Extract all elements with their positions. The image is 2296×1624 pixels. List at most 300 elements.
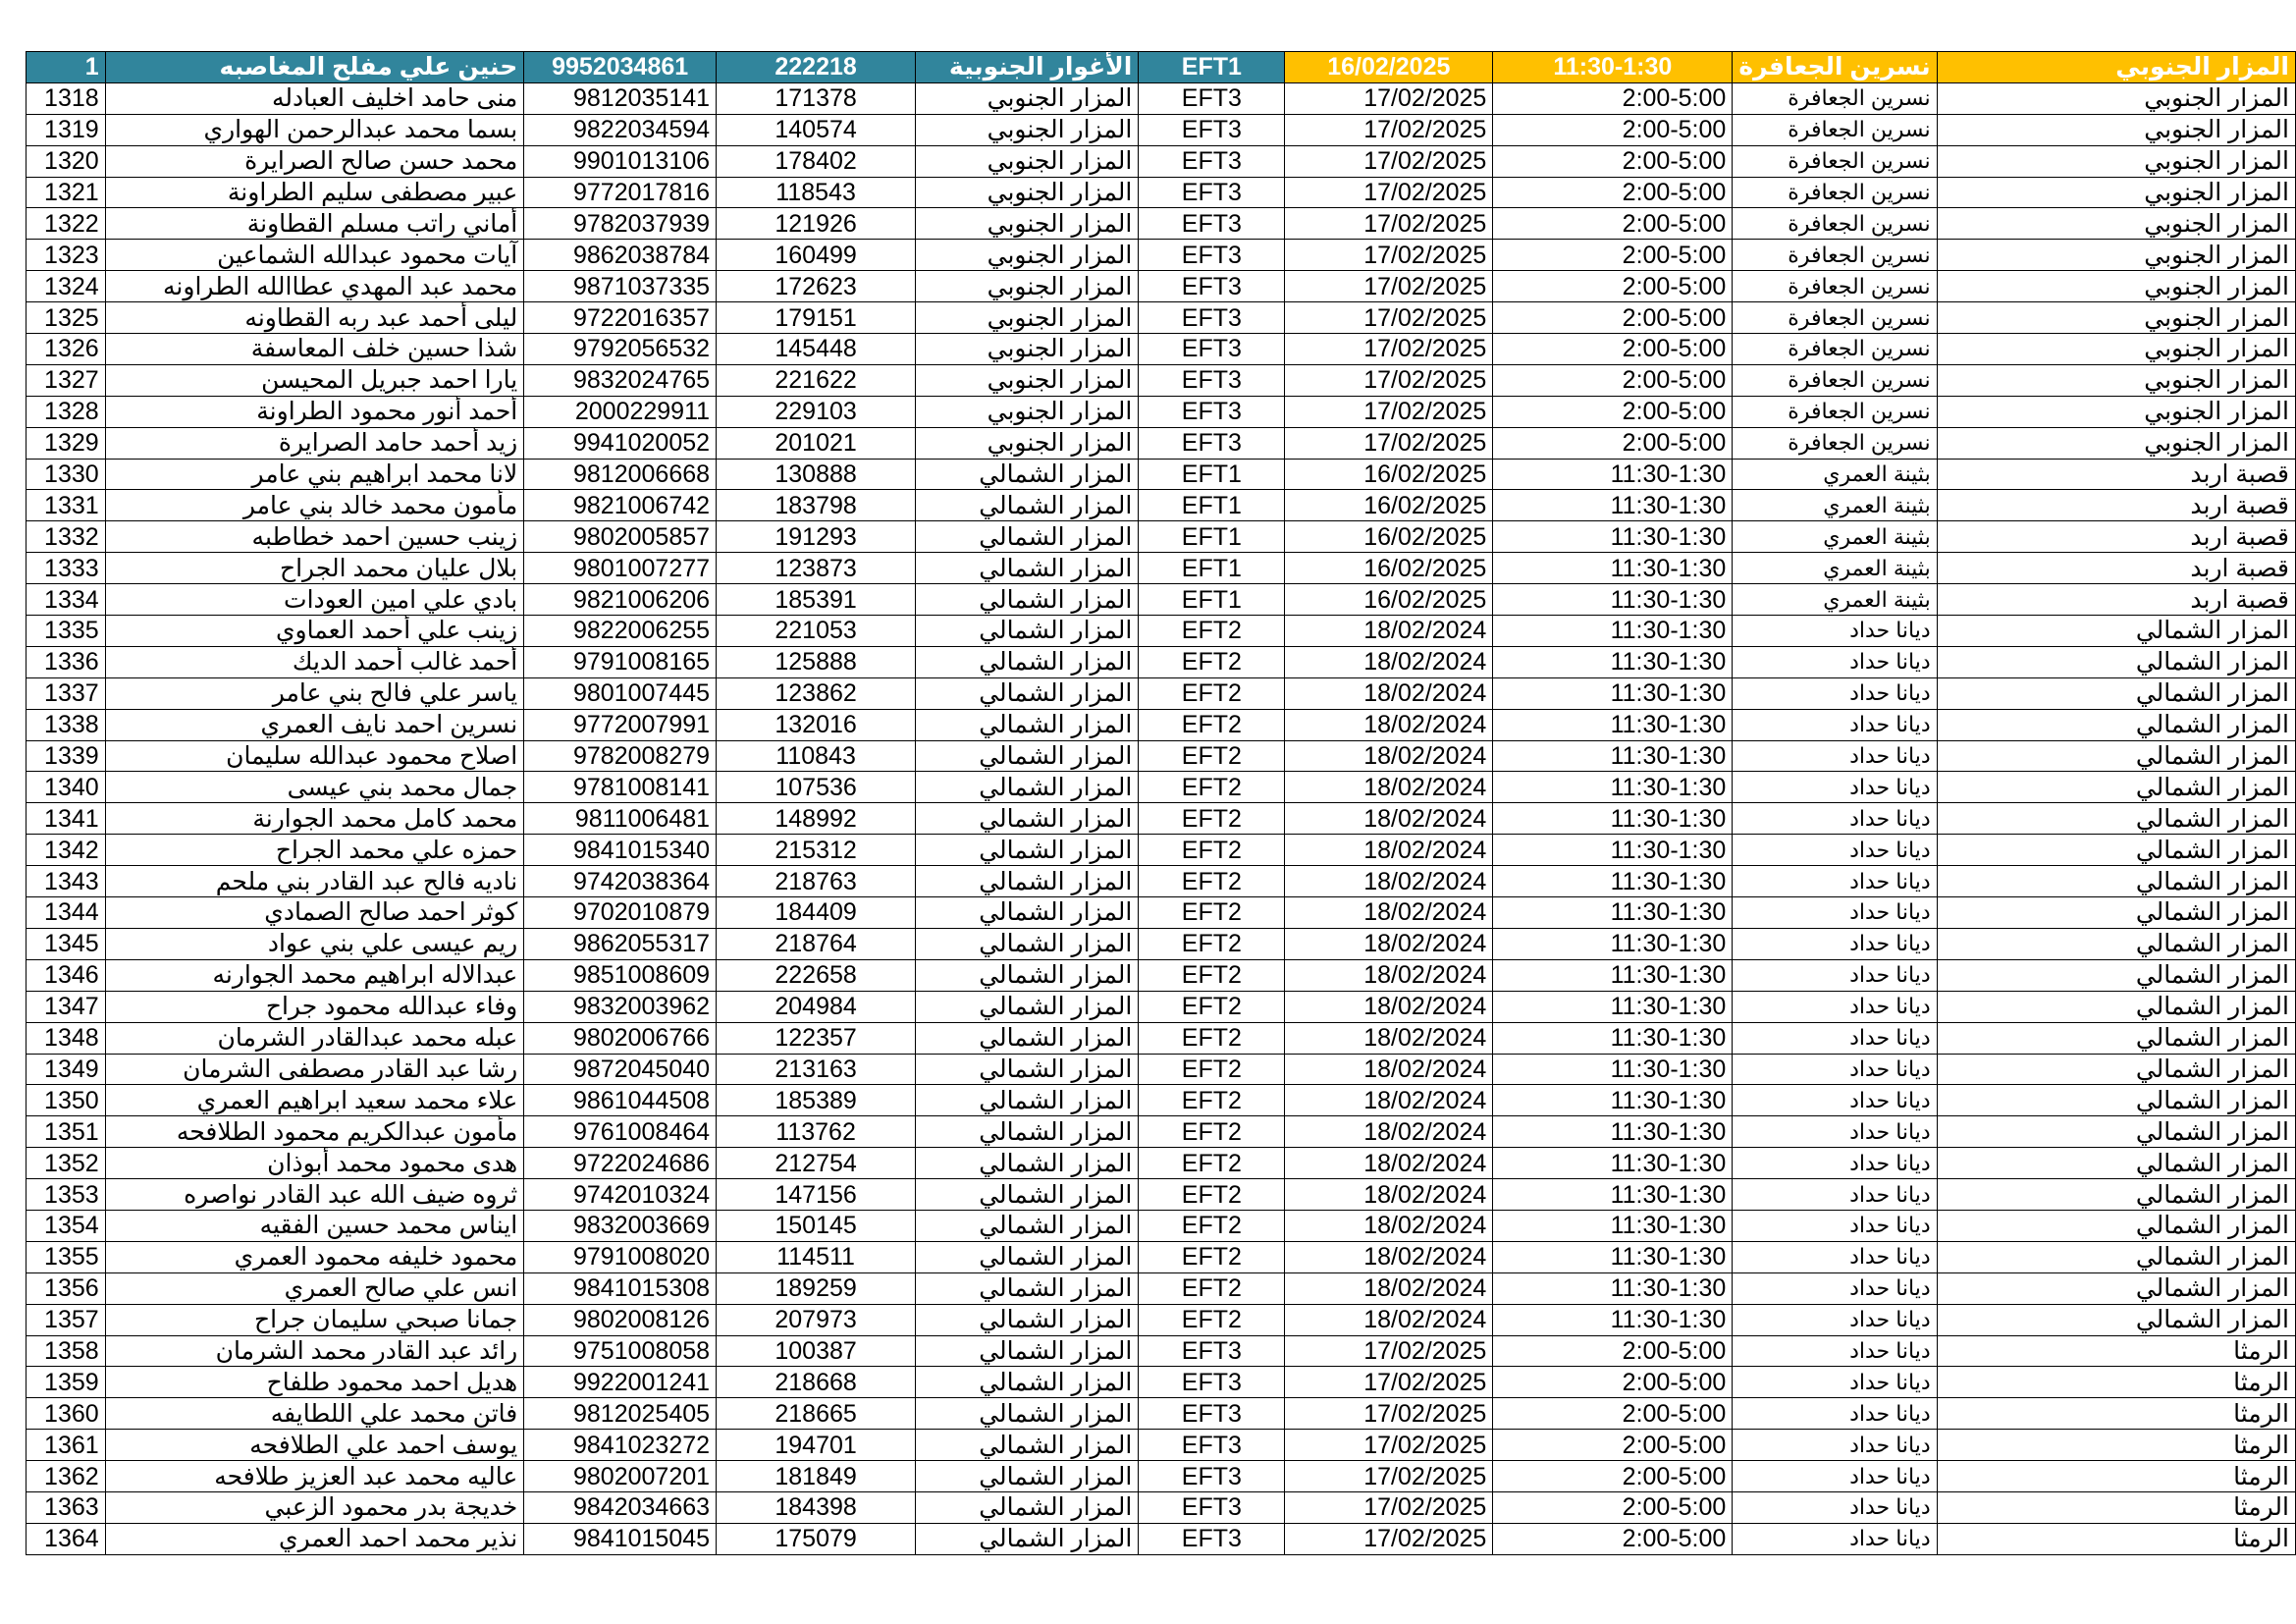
cell-national-id: 9842034663 bbox=[524, 1491, 717, 1523]
cell-supervisor: بثينة العمري bbox=[1733, 553, 1937, 584]
cell-district: المزار الشمالي bbox=[916, 959, 1139, 991]
cell-code: 218763 bbox=[717, 866, 916, 897]
cell-num: 1355 bbox=[27, 1241, 106, 1272]
table-row bbox=[27, 1116, 2296, 1148]
table-row bbox=[27, 208, 2296, 240]
cell-supervisor: ديانا حداد bbox=[1733, 1116, 1937, 1148]
cell-code: 222658 bbox=[717, 959, 916, 991]
cell-num: 1332 bbox=[27, 521, 106, 553]
cell-supervisor: ديانا حداد bbox=[1733, 1179, 1937, 1211]
cell-session: EFT3 bbox=[1139, 1367, 1285, 1398]
cell-national-id: 9841015045 bbox=[524, 1523, 717, 1554]
cell-date: 18/02/2024 bbox=[1285, 803, 1493, 835]
cell-center: المزار الشمالي bbox=[1937, 928, 2295, 959]
cell-session: EFT3 bbox=[1139, 1335, 1285, 1367]
cell-session: EFT2 bbox=[1139, 991, 1285, 1022]
cell-num: 1348 bbox=[27, 1022, 106, 1054]
cell-center: المزار الجنوبي bbox=[1937, 208, 2295, 240]
table-row bbox=[27, 1430, 2296, 1461]
cell-date: 17/02/2025 bbox=[1285, 1335, 1493, 1367]
cell-national-id: 9742010324 bbox=[524, 1179, 717, 1211]
cell-name: أحمد غالب أحمد الديك bbox=[105, 646, 524, 677]
cell-code: 191293 bbox=[717, 521, 916, 553]
cell-supervisor: نسرين الجعافرة bbox=[1733, 82, 1937, 114]
cell-center: المزار الشمالي bbox=[1937, 1022, 2295, 1054]
cell-num: 1321 bbox=[27, 177, 106, 208]
cell-name: يارا احمد جبريل المحيسن bbox=[105, 364, 524, 396]
cell-session: EFT2 bbox=[1139, 866, 1285, 897]
cell-district: المزار الجنوبي bbox=[916, 145, 1139, 177]
cell-date: 18/02/2024 bbox=[1285, 991, 1493, 1022]
cell-date: 17/02/2025 bbox=[1285, 145, 1493, 177]
cell-center: المزار الشمالي bbox=[1937, 709, 2295, 740]
cell-center: المزار الشمالي bbox=[1937, 1148, 2295, 1179]
cell-name: عبير مصطفى سليم الطراونة bbox=[105, 177, 524, 208]
cell-time: 11:30-1:30 bbox=[1493, 897, 1733, 929]
table-row bbox=[27, 459, 2296, 490]
cell-time: 11:30-1:30 bbox=[1493, 553, 1733, 584]
cell-code: 204984 bbox=[717, 991, 916, 1022]
table-row bbox=[27, 1085, 2296, 1116]
cell-center: الرمثا bbox=[1937, 1461, 2295, 1492]
cell-supervisor: ديانا حداد bbox=[1733, 646, 1937, 677]
cell-session: EFT3 bbox=[1139, 271, 1285, 302]
cell-district: المزار الجنوبي bbox=[916, 271, 1139, 302]
cell-supervisor: نسرين الجعافرة bbox=[1733, 114, 1937, 145]
header-session: EFT1 bbox=[1139, 52, 1285, 83]
cell-time: 11:30-1:30 bbox=[1493, 1022, 1733, 1054]
cell-num: 1354 bbox=[27, 1210, 106, 1241]
cell-date: 18/02/2024 bbox=[1285, 1210, 1493, 1241]
cell-session: EFT3 bbox=[1139, 334, 1285, 365]
cell-center: المزار الجنوبي bbox=[1937, 145, 2295, 177]
cell-supervisor: ديانا حداد bbox=[1733, 1398, 1937, 1430]
cell-name: ناديه فالح عبد القادر بني ملحم bbox=[105, 866, 524, 897]
cell-name: عبدالاله ابراهيم محمد الجوارنه bbox=[105, 959, 524, 991]
cell-date: 18/02/2024 bbox=[1285, 959, 1493, 991]
cell-session: EFT3 bbox=[1139, 145, 1285, 177]
cell-center: المزار الشمالي bbox=[1937, 1272, 2295, 1304]
cell-num: 1319 bbox=[27, 114, 106, 145]
cell-date: 16/02/2025 bbox=[1285, 553, 1493, 584]
cell-name: أحمد أنور محمود الطراونة bbox=[105, 396, 524, 427]
table-row bbox=[27, 271, 2296, 302]
cell-national-id: 9922001241 bbox=[524, 1367, 717, 1398]
cell-national-id: 9832024765 bbox=[524, 364, 717, 396]
cell-session: EFT2 bbox=[1139, 1085, 1285, 1116]
cell-district: المزار الشمالي bbox=[916, 866, 1139, 897]
cell-national-id: 9822034594 bbox=[524, 114, 717, 145]
cell-code: 184409 bbox=[717, 897, 916, 929]
cell-supervisor: نسرين الجعافرة bbox=[1733, 364, 1937, 396]
cell-date: 17/02/2025 bbox=[1285, 302, 1493, 334]
cell-district: المزار الشمالي bbox=[916, 646, 1139, 677]
cell-date: 16/02/2025 bbox=[1285, 490, 1493, 521]
table-row bbox=[27, 1022, 2296, 1054]
cell-district: المزار الشمالي bbox=[916, 459, 1139, 490]
cell-num: 1347 bbox=[27, 991, 106, 1022]
cell-time: 11:30-1:30 bbox=[1493, 772, 1733, 803]
cell-name: جمانا صبحي سليمان جراح bbox=[105, 1304, 524, 1335]
cell-district: المزار الشمالي bbox=[916, 490, 1139, 521]
cell-code: 207973 bbox=[717, 1304, 916, 1335]
cell-district: المزار الشمالي bbox=[916, 677, 1139, 709]
cell-center: المزار الجنوبي bbox=[1937, 396, 2295, 427]
cell-supervisor: ديانا حداد bbox=[1733, 1272, 1937, 1304]
cell-district: المزار الجنوبي bbox=[916, 82, 1139, 114]
cell-session: EFT3 bbox=[1139, 1523, 1285, 1554]
cell-supervisor: نسرين الجعافرة bbox=[1733, 396, 1937, 427]
cell-date: 17/02/2025 bbox=[1285, 240, 1493, 271]
cell-name: شذا حسين خلف المعاسفة bbox=[105, 334, 524, 365]
cell-session: EFT2 bbox=[1139, 835, 1285, 866]
cell-center: المزار الشمالي bbox=[1937, 959, 2295, 991]
cell-time: 11:30-1:30 bbox=[1493, 835, 1733, 866]
cell-code: 123862 bbox=[717, 677, 916, 709]
cell-date: 16/02/2025 bbox=[1285, 521, 1493, 553]
cell-code: 201021 bbox=[717, 427, 916, 459]
cell-time: 11:30-1:30 bbox=[1493, 1272, 1733, 1304]
cell-center: قصبة اربد bbox=[1937, 521, 2295, 553]
table-row bbox=[27, 145, 2296, 177]
cell-center: المزار الجنوبي bbox=[1937, 427, 2295, 459]
cell-supervisor: نسرين الجعافرة bbox=[1733, 427, 1937, 459]
cell-num: 1342 bbox=[27, 835, 106, 866]
cell-num: 1336 bbox=[27, 646, 106, 677]
cell-code: 215312 bbox=[717, 835, 916, 866]
cell-center: المزار الشمالي bbox=[1937, 991, 2295, 1022]
cell-session: EFT2 bbox=[1139, 959, 1285, 991]
cell-num: 1353 bbox=[27, 1179, 106, 1211]
cell-num: 1329 bbox=[27, 427, 106, 459]
cell-national-id: 9862055317 bbox=[524, 928, 717, 959]
cell-code: 150145 bbox=[717, 1210, 916, 1241]
table-row bbox=[27, 803, 2296, 835]
cell-num: 1346 bbox=[27, 959, 106, 991]
cell-code: 185391 bbox=[717, 584, 916, 616]
cell-num: 1362 bbox=[27, 1461, 106, 1492]
cell-center: المزار الجنوبي bbox=[1937, 114, 2295, 145]
cell-time: 2:00-5:00 bbox=[1493, 1491, 1733, 1523]
cell-session: EFT3 bbox=[1139, 364, 1285, 396]
cell-national-id: 9751008058 bbox=[524, 1335, 717, 1367]
cell-name: بسما محمد عبدالرحمن الهواري bbox=[105, 114, 524, 145]
table-row bbox=[27, 553, 2296, 584]
cell-code: 178402 bbox=[717, 145, 916, 177]
cell-num: 1326 bbox=[27, 334, 106, 365]
cell-date: 17/02/2025 bbox=[1285, 1398, 1493, 1430]
cell-code: 160499 bbox=[717, 240, 916, 271]
cell-supervisor: نسرين الجعافرة bbox=[1733, 208, 1937, 240]
table-row bbox=[27, 1461, 2296, 1492]
cell-num: 1340 bbox=[27, 772, 106, 803]
cell-national-id: 9841023272 bbox=[524, 1430, 717, 1461]
cell-national-id: 9821006206 bbox=[524, 584, 717, 616]
cell-name: مأمون محمد خالد بني عامر bbox=[105, 490, 524, 521]
cell-center: المزار الجنوبي bbox=[1937, 364, 2295, 396]
header-name: حنين علي مفلح المغاصبه bbox=[105, 52, 524, 83]
table-row bbox=[27, 1398, 2296, 1430]
cell-national-id: 9722024686 bbox=[524, 1148, 717, 1179]
cell-supervisor: ديانا حداد bbox=[1733, 991, 1937, 1022]
header-center: المزار الجنوبي bbox=[1937, 52, 2295, 83]
cell-session: EFT2 bbox=[1139, 1272, 1285, 1304]
cell-code: 189259 bbox=[717, 1272, 916, 1304]
cell-center: قصبة اربد bbox=[1937, 553, 2295, 584]
cell-district: المزار الشمالي bbox=[916, 1367, 1139, 1398]
cell-date: 17/02/2025 bbox=[1285, 334, 1493, 365]
cell-supervisor: ديانا حداد bbox=[1733, 928, 1937, 959]
cell-session: EFT3 bbox=[1139, 396, 1285, 427]
cell-name: جمال محمد بني عيسى bbox=[105, 772, 524, 803]
table-row bbox=[27, 835, 2296, 866]
table-row bbox=[27, 1179, 2296, 1211]
cell-session: EFT2 bbox=[1139, 616, 1285, 647]
cell-date: 18/02/2024 bbox=[1285, 740, 1493, 772]
cell-center: المزار الشمالي bbox=[1937, 1179, 2295, 1211]
cell-supervisor: ديانا حداد bbox=[1733, 1430, 1937, 1461]
cell-district: المزار الجنوبي bbox=[916, 334, 1139, 365]
table-row bbox=[27, 427, 2296, 459]
cell-national-id: 2000229911 bbox=[524, 396, 717, 427]
cell-time: 11:30-1:30 bbox=[1493, 803, 1733, 835]
cell-code: 100387 bbox=[717, 1335, 916, 1367]
cell-supervisor: ديانا حداد bbox=[1733, 1241, 1937, 1272]
cell-name: رائد عبد القادر محمد الشرمان bbox=[105, 1335, 524, 1367]
cell-national-id: 9742038364 bbox=[524, 866, 717, 897]
cell-code: 184398 bbox=[717, 1491, 916, 1523]
cell-center: الرمثا bbox=[1937, 1430, 2295, 1461]
cell-code: 113762 bbox=[717, 1116, 916, 1148]
cell-center: المزار الشمالي bbox=[1937, 646, 2295, 677]
cell-name: ياسر علي فالح بني عامر bbox=[105, 677, 524, 709]
cell-time: 11:30-1:30 bbox=[1493, 1085, 1733, 1116]
cell-num: 1320 bbox=[27, 145, 106, 177]
cell-num: 1356 bbox=[27, 1272, 106, 1304]
cell-session: EFT3 bbox=[1139, 177, 1285, 208]
table-row bbox=[27, 959, 2296, 991]
cell-code: 221053 bbox=[717, 616, 916, 647]
table-row bbox=[27, 677, 2296, 709]
cell-date: 17/02/2025 bbox=[1285, 364, 1493, 396]
cell-national-id: 9862038784 bbox=[524, 240, 717, 271]
cell-date: 18/02/2024 bbox=[1285, 1304, 1493, 1335]
cell-district: المزار الجنوبي bbox=[916, 302, 1139, 334]
table-row bbox=[27, 866, 2296, 897]
cell-district: المزار الشمالي bbox=[916, 1022, 1139, 1054]
cell-time: 2:00-5:00 bbox=[1493, 177, 1733, 208]
cell-center: المزار الشمالي bbox=[1937, 1054, 2295, 1085]
cell-center: المزار الشمالي bbox=[1937, 1085, 2295, 1116]
cell-name: آيات محمود عبدالله الشماعين bbox=[105, 240, 524, 271]
cell-time: 11:30-1:30 bbox=[1493, 1241, 1733, 1272]
cell-center: قصبة اربد bbox=[1937, 584, 2295, 616]
header-district: الأغوار الجنوبية bbox=[916, 52, 1139, 83]
cell-name: نسرين احمد نايف العمري bbox=[105, 709, 524, 740]
cell-date: 18/02/2024 bbox=[1285, 616, 1493, 647]
cell-date: 17/02/2025 bbox=[1285, 427, 1493, 459]
cell-time: 2:00-5:00 bbox=[1493, 114, 1733, 145]
header-row bbox=[27, 52, 2296, 83]
cell-date: 18/02/2024 bbox=[1285, 897, 1493, 929]
table-row bbox=[27, 1335, 2296, 1367]
table-row bbox=[27, 114, 2296, 145]
cell-time: 2:00-5:00 bbox=[1493, 1335, 1733, 1367]
cell-name: فاتن محمد علي اللطايفه bbox=[105, 1398, 524, 1430]
cell-date: 16/02/2025 bbox=[1285, 584, 1493, 616]
cell-num: 1363 bbox=[27, 1491, 106, 1523]
cell-time: 2:00-5:00 bbox=[1493, 240, 1733, 271]
cell-supervisor: ديانا حداد bbox=[1733, 772, 1937, 803]
cell-time: 2:00-5:00 bbox=[1493, 1461, 1733, 1492]
cell-national-id: 9802008126 bbox=[524, 1304, 717, 1335]
cell-session: EFT2 bbox=[1139, 1304, 1285, 1335]
table-row bbox=[27, 616, 2296, 647]
cell-name: اصلاح محمود عبدالله سليمان bbox=[105, 740, 524, 772]
cell-code: 107536 bbox=[717, 772, 916, 803]
cell-date: 17/02/2025 bbox=[1285, 82, 1493, 114]
cell-supervisor: ديانا حداد bbox=[1733, 1054, 1937, 1085]
cell-num: 1358 bbox=[27, 1335, 106, 1367]
cell-date: 18/02/2024 bbox=[1285, 677, 1493, 709]
cell-date: 18/02/2024 bbox=[1285, 1179, 1493, 1211]
cell-date: 17/02/2025 bbox=[1285, 1461, 1493, 1492]
cell-national-id: 9832003669 bbox=[524, 1210, 717, 1241]
cell-date: 18/02/2024 bbox=[1285, 1241, 1493, 1272]
cell-supervisor: ديانا حداد bbox=[1733, 866, 1937, 897]
cell-session: EFT3 bbox=[1139, 1398, 1285, 1430]
table-row bbox=[27, 740, 2296, 772]
cell-session: EFT2 bbox=[1139, 1210, 1285, 1241]
cell-center: المزار الجنوبي bbox=[1937, 177, 2295, 208]
cell-district: المزار الشمالي bbox=[916, 553, 1139, 584]
cell-session: EFT1 bbox=[1139, 459, 1285, 490]
cell-date: 17/02/2025 bbox=[1285, 1523, 1493, 1554]
cell-session: EFT2 bbox=[1139, 1054, 1285, 1085]
cell-name: زينب علي أحمد العماوي bbox=[105, 616, 524, 647]
table-row bbox=[27, 1210, 2296, 1241]
cell-national-id: 9801007445 bbox=[524, 677, 717, 709]
cell-national-id: 9791008020 bbox=[524, 1241, 717, 1272]
cell-num: 1343 bbox=[27, 866, 106, 897]
cell-time: 2:00-5:00 bbox=[1493, 364, 1733, 396]
cell-district: المزار الشمالي bbox=[916, 740, 1139, 772]
cell-code: 212754 bbox=[717, 1148, 916, 1179]
cell-national-id: 9801007277 bbox=[524, 553, 717, 584]
cell-name: علاء محمد سعيد ابراهيم العمري bbox=[105, 1085, 524, 1116]
cell-time: 11:30-1:30 bbox=[1493, 521, 1733, 553]
cell-district: المزار الجنوبي bbox=[916, 177, 1139, 208]
cell-supervisor: نسرين الجعافرة bbox=[1733, 271, 1937, 302]
cell-district: المزار الشمالي bbox=[916, 709, 1139, 740]
cell-name: رشا عبد القادر مصطفى الشرمان bbox=[105, 1054, 524, 1085]
cell-name: نذير محمد احمد العمري bbox=[105, 1523, 524, 1554]
cell-code: 132016 bbox=[717, 709, 916, 740]
cell-supervisor: ديانا حداد bbox=[1733, 1491, 1937, 1523]
cell-session: EFT2 bbox=[1139, 928, 1285, 959]
cell-national-id: 9821006742 bbox=[524, 490, 717, 521]
cell-session: EFT2 bbox=[1139, 709, 1285, 740]
cell-date: 17/02/2025 bbox=[1285, 1491, 1493, 1523]
cell-num: 1324 bbox=[27, 271, 106, 302]
cell-session: EFT3 bbox=[1139, 1430, 1285, 1461]
cell-name: ريم عيسى علي بني عواد bbox=[105, 928, 524, 959]
cell-national-id: 9802007201 bbox=[524, 1461, 717, 1492]
cell-district: المزار الجنوبي bbox=[916, 364, 1139, 396]
cell-supervisor: ديانا حداد bbox=[1733, 803, 1937, 835]
cell-num: 1337 bbox=[27, 677, 106, 709]
cell-code: 171378 bbox=[717, 82, 916, 114]
cell-district: المزار الشمالي bbox=[916, 1085, 1139, 1116]
cell-supervisor: بثينة العمري bbox=[1733, 521, 1937, 553]
cell-district: المزار الشمالي bbox=[916, 1398, 1139, 1430]
cell-num: 1352 bbox=[27, 1148, 106, 1179]
table-row bbox=[27, 1148, 2296, 1179]
cell-district: المزار الشمالي bbox=[916, 772, 1139, 803]
table-row bbox=[27, 521, 2296, 553]
cell-name: مأمون عبدالكريم محمود الطلافحه bbox=[105, 1116, 524, 1148]
cell-date: 18/02/2024 bbox=[1285, 709, 1493, 740]
cell-session: EFT3 bbox=[1139, 1461, 1285, 1492]
cell-date: 18/02/2024 bbox=[1285, 835, 1493, 866]
cell-center: الرمثا bbox=[1937, 1398, 2295, 1430]
cell-time: 11:30-1:30 bbox=[1493, 991, 1733, 1022]
cell-center: المزار الشمالي bbox=[1937, 897, 2295, 929]
cell-time: 2:00-5:00 bbox=[1493, 427, 1733, 459]
cell-code: 123873 bbox=[717, 553, 916, 584]
cell-code: 148992 bbox=[717, 803, 916, 835]
cell-code: 218668 bbox=[717, 1367, 916, 1398]
cell-district: المزار الشمالي bbox=[916, 1241, 1139, 1272]
cell-session: EFT3 bbox=[1139, 114, 1285, 145]
cell-national-id: 9822006255 bbox=[524, 616, 717, 647]
cell-center: الرمثا bbox=[1937, 1335, 2295, 1367]
schedule-table bbox=[26, 51, 2296, 1555]
cell-name: بلال عليان محمد الجراح bbox=[105, 553, 524, 584]
cell-session: EFT3 bbox=[1139, 302, 1285, 334]
cell-date: 18/02/2024 bbox=[1285, 646, 1493, 677]
cell-center: المزار الشمالي bbox=[1937, 1241, 2295, 1272]
cell-time: 11:30-1:30 bbox=[1493, 1054, 1733, 1085]
cell-time: 2:00-5:00 bbox=[1493, 1398, 1733, 1430]
cell-num: 1323 bbox=[27, 240, 106, 271]
cell-district: المزار الشمالي bbox=[916, 803, 1139, 835]
cell-supervisor: نسرين الجعافرة bbox=[1733, 240, 1937, 271]
cell-num: 1359 bbox=[27, 1367, 106, 1398]
cell-name: وفاء عبدالله محمود جراح bbox=[105, 991, 524, 1022]
cell-supervisor: ديانا حداد bbox=[1733, 835, 1937, 866]
cell-district: المزار الجنوبي bbox=[916, 396, 1139, 427]
cell-national-id: 9812035141 bbox=[524, 82, 717, 114]
cell-num: 1361 bbox=[27, 1430, 106, 1461]
cell-num: 1351 bbox=[27, 1116, 106, 1148]
cell-session: EFT2 bbox=[1139, 1148, 1285, 1179]
cell-national-id: 9802005857 bbox=[524, 521, 717, 553]
cell-time: 11:30-1:30 bbox=[1493, 1304, 1733, 1335]
cell-num: 1344 bbox=[27, 897, 106, 929]
cell-national-id: 9722016357 bbox=[524, 302, 717, 334]
cell-num: 1338 bbox=[27, 709, 106, 740]
cell-code: 147156 bbox=[717, 1179, 916, 1211]
cell-district: المزار الجنوبي bbox=[916, 114, 1139, 145]
cell-code: 130888 bbox=[717, 459, 916, 490]
cell-date: 17/02/2025 bbox=[1285, 271, 1493, 302]
cell-supervisor: ديانا حداد bbox=[1733, 1210, 1937, 1241]
cell-center: المزار الشمالي bbox=[1937, 1210, 2295, 1241]
cell-date: 18/02/2024 bbox=[1285, 1148, 1493, 1179]
cell-time: 11:30-1:30 bbox=[1493, 677, 1733, 709]
cell-district: المزار الجنوبي bbox=[916, 427, 1139, 459]
